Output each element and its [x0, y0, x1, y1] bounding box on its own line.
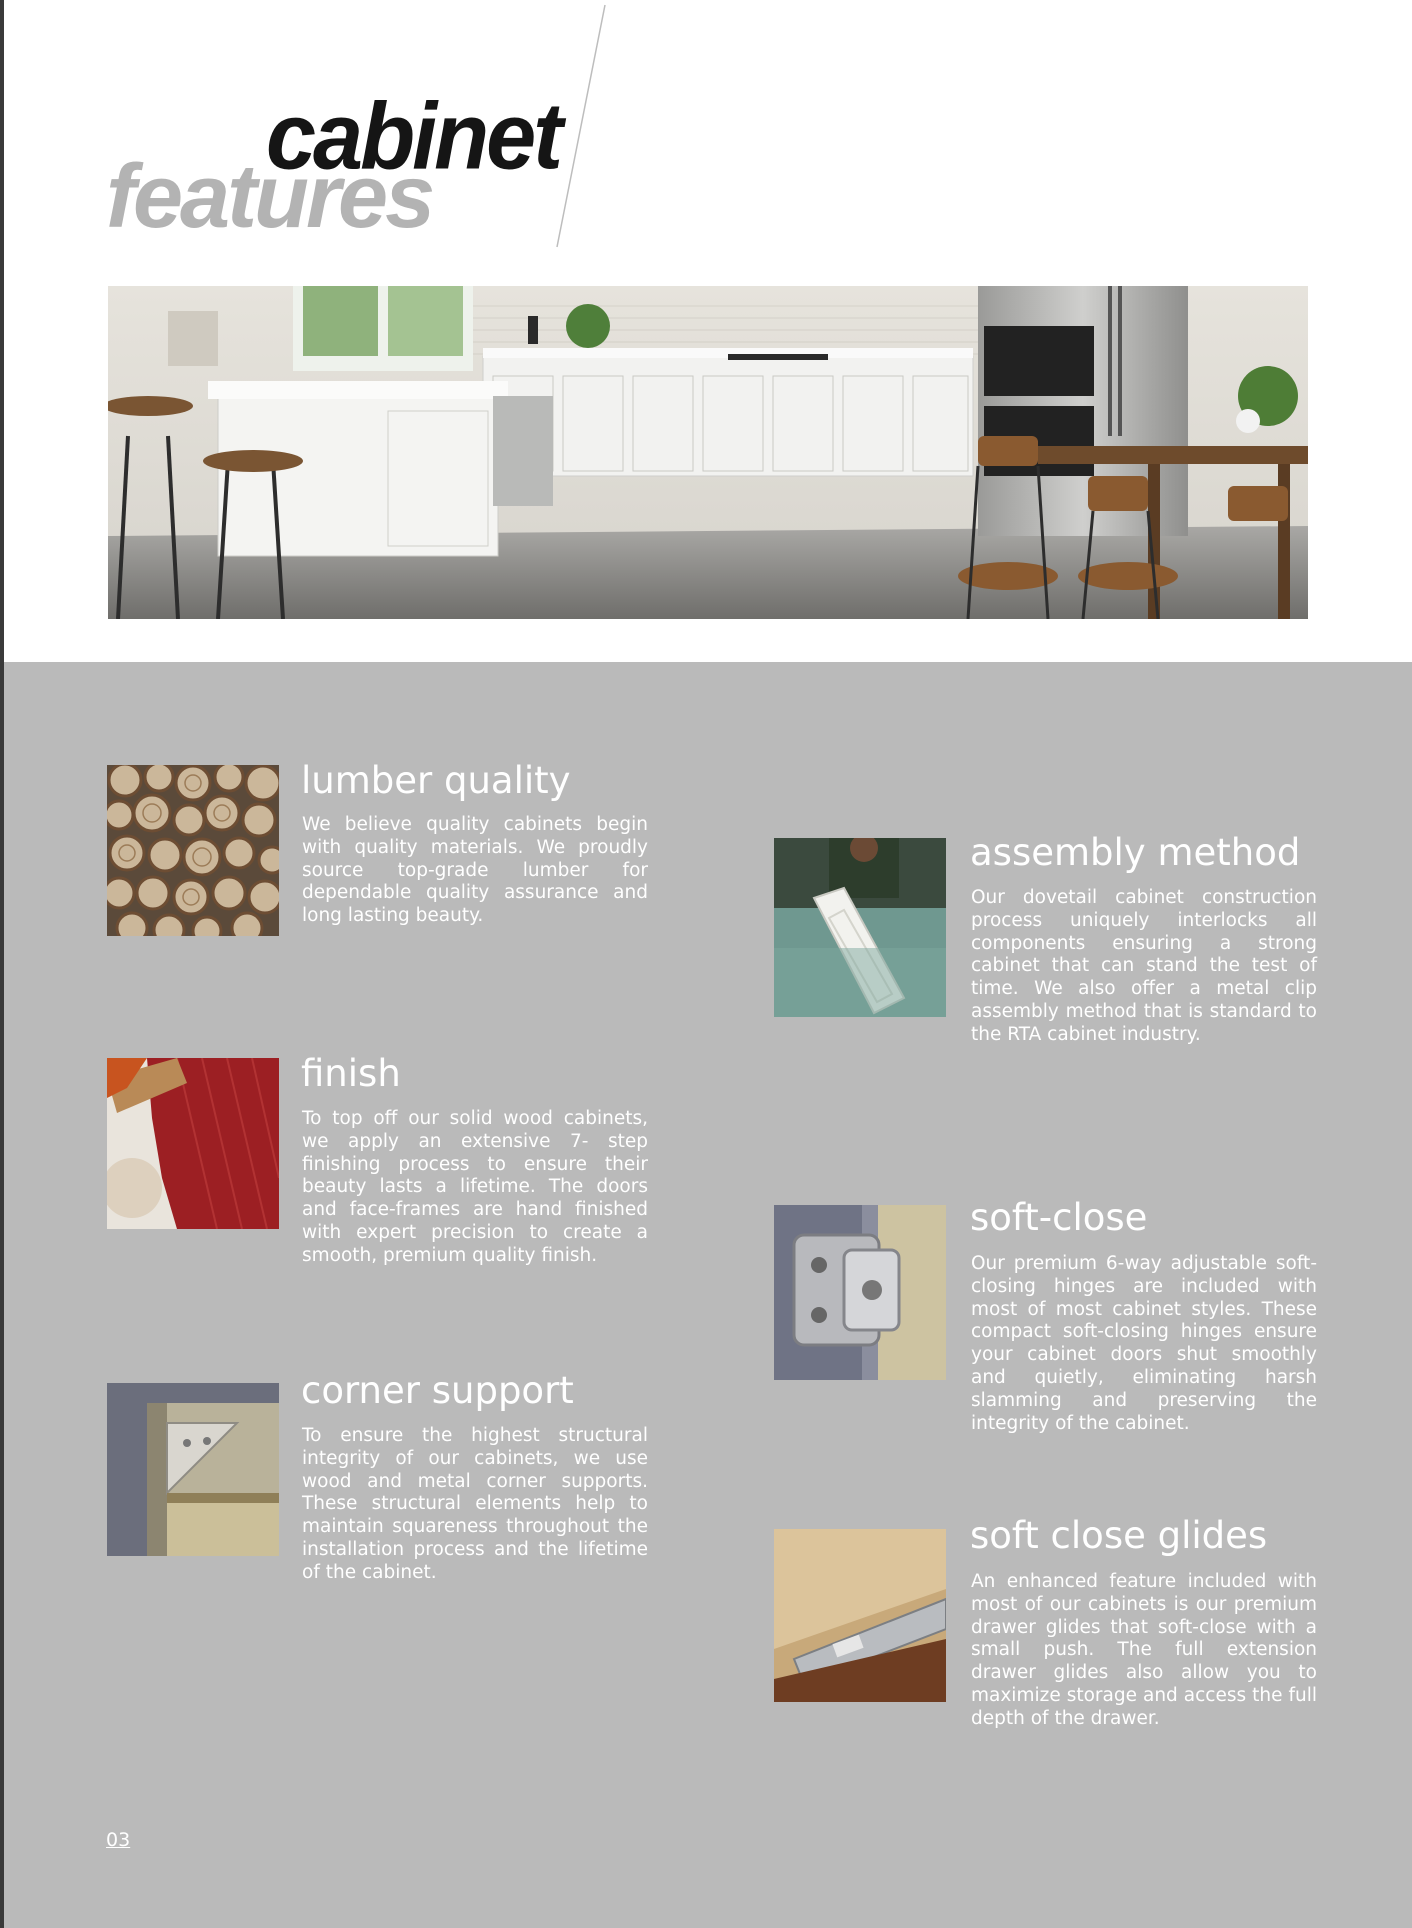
feature-title: soft close glides [970, 1514, 1268, 1557]
feature-body: Our dovetail cabinet construction process uniquely interlocks all components ensuring a strong cabinet that can stand the test of time. We also offer a metal clip assembly method that is standard to the RTA cabinet industry. [971, 887, 1317, 1045]
hinge-photo-icon [774, 1205, 946, 1380]
kitchen-photo-icon [108, 286, 1308, 619]
feature-body: Our premium 6-way adjustable soft-closing hinges are included with most of most cabinet styles. These compact soft-closing hinges ensure your cabinet doors shut smoothly and quietly, eliminating harsh slamming and preserving the integrity of the cabinet. [971, 1253, 1317, 1434]
feature-title: corner support [301, 1369, 574, 1412]
feature-body: To ensure the highest structural integrity of our cabinets, we use wood and metal corner supports. These structural elements help to maintain squareness throughout the installation process and the lifetime of the cabinet. [302, 1425, 648, 1583]
drawer-glide-photo-icon [774, 1529, 946, 1702]
feature-body: An enhanced feature included with most of our cabinets is our premium drawer glides that soft-close with a small push. The full extension drawer glides also allow you to maximize storage and access the full depth of the drawer. [971, 1571, 1317, 1729]
page-number: 03 [106, 1829, 131, 1851]
assembly-photo-icon [774, 838, 946, 1017]
feature-body: We believe quality cabinets begin with quality materials. We proudly source top-grade lumber for dependable quality assurance and long lasting beauty. [302, 814, 648, 927]
log-pile-photo-icon [107, 765, 279, 936]
corner-bracket-photo-icon [107, 1383, 279, 1556]
feature-title: finish [301, 1052, 401, 1095]
page-edge-rule [0, 0, 4, 1928]
feature-body: To top off our solid wood cabinets, we apply an extensive 7- step finishing process to ensure their beauty lasts a lifetime. The doors and face-frames are hand finished with expert precision to create a smooth, premium quality finish. [302, 1108, 648, 1266]
feature-title: lumber quality [301, 759, 571, 802]
paint-brush-photo-icon [107, 1058, 279, 1229]
feature-title: assembly method [970, 831, 1301, 874]
header-section [0, 0, 1412, 662]
title-cabinet: cabinet [266, 84, 561, 190]
feature-title: soft-close [970, 1196, 1148, 1239]
title-features: features [106, 147, 433, 247]
